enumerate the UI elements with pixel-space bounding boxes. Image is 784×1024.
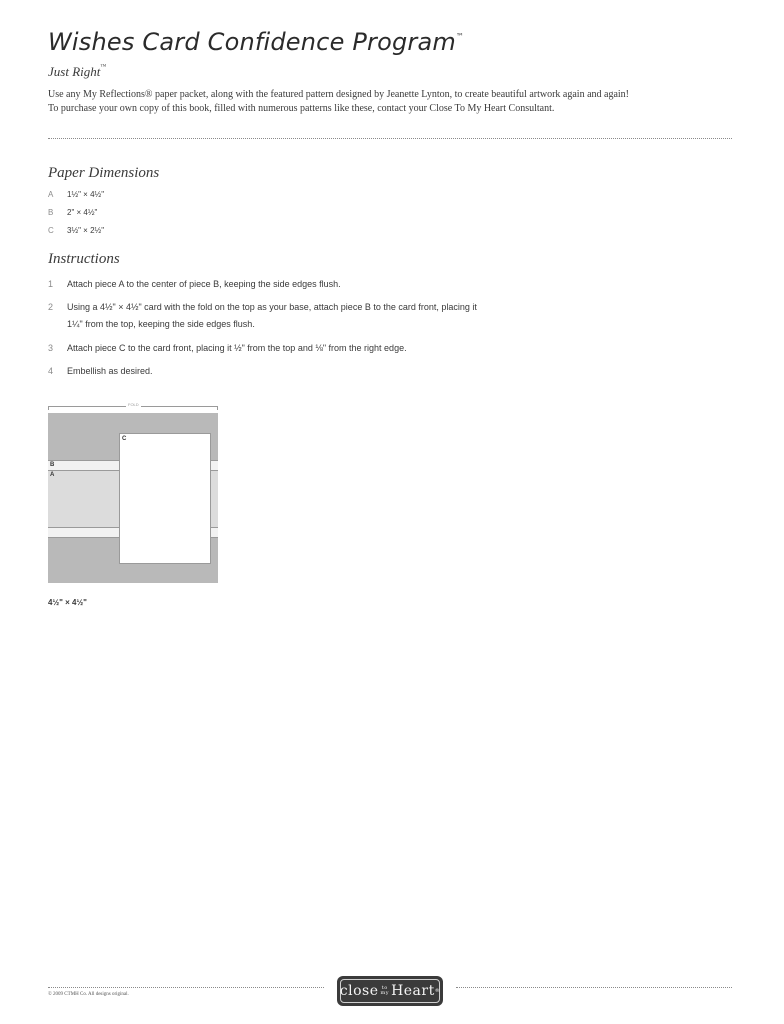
close-to-my-heart-logo xyxy=(337,976,443,1006)
card-base xyxy=(48,413,218,583)
dimension-value: 3½" × 2½" xyxy=(67,226,105,235)
logo-word-to: to xyxy=(381,985,388,991)
piece-c-label: C xyxy=(122,436,127,442)
logo-word-to-my xyxy=(380,986,389,996)
intro-line-1: Use any My Reflections® paper packet, along with the featured pattern designed by Jeanette Lynton, to create beautiful artwork again and again! xyxy=(48,89,629,100)
dimension-row-c xyxy=(48,226,104,235)
step-text-continued: 1¼" from the top, keeping the side edges flush. xyxy=(67,319,255,329)
piece-a-label: A xyxy=(50,472,55,478)
section-divider xyxy=(48,138,732,139)
subtitle-text: Just Right xyxy=(48,64,101,79)
step-number: 3 xyxy=(48,343,54,353)
step-number: 1 xyxy=(48,279,54,289)
copyright-notice: © 2009 CTMH Co. All designs original. xyxy=(48,992,129,997)
intro-paragraph xyxy=(48,88,748,116)
intro-line-2: To purchase your own copy of this book, filled with numerous patterns like these, contact your Close To My Heart Consultant. xyxy=(48,103,555,114)
dimension-key: A xyxy=(48,190,54,199)
step-number: 2 xyxy=(48,302,54,312)
title-text: Wishes Card Confidence Program xyxy=(48,28,456,56)
footer-divider-right xyxy=(456,987,732,988)
dimension-value: 1½" × 4½" xyxy=(67,190,105,199)
step-text: Embellish as desired. xyxy=(67,366,153,376)
subtitle-trademark: ™ xyxy=(100,64,107,70)
footer-divider-left xyxy=(48,987,324,988)
logo-registered-mark: ® xyxy=(434,988,441,994)
dimension-row-b xyxy=(48,208,97,217)
dimension-value: 2" × 4½" xyxy=(67,208,98,217)
instructions-heading: Instructions xyxy=(48,251,120,267)
dimension-key: B xyxy=(48,208,54,217)
page-title xyxy=(48,28,464,56)
fold-label: FOLD xyxy=(128,402,139,407)
subtitle xyxy=(48,64,106,80)
dimension-key: C xyxy=(48,226,54,235)
logo-word-close: close xyxy=(339,983,379,999)
piece-c xyxy=(119,433,211,564)
logo-word-heart: Heart xyxy=(391,983,435,999)
title-trademark: ™ xyxy=(456,32,465,41)
paper-dimensions-heading: Paper Dimensions xyxy=(48,165,160,181)
logo-wordmark xyxy=(340,979,440,1003)
card-layout-diagram xyxy=(48,402,219,584)
step-number: 4 xyxy=(48,366,54,376)
step-text: Using a 4½" × 4½" card with the fold on the top as your base, attach piece B to the card front, placing it xyxy=(67,302,477,312)
piece-b-label: B xyxy=(50,462,55,468)
dimension-row-a xyxy=(48,190,104,199)
logo-word-my: my xyxy=(380,990,390,996)
step-text: Attach piece A to the center of piece B, keeping the side edges flush. xyxy=(67,279,341,289)
card-size-caption: 4½" × 4½" xyxy=(48,598,87,607)
step-text: Attach piece C to the card front, placing it ½" from the top and ⅛" from the right edge. xyxy=(67,343,407,353)
